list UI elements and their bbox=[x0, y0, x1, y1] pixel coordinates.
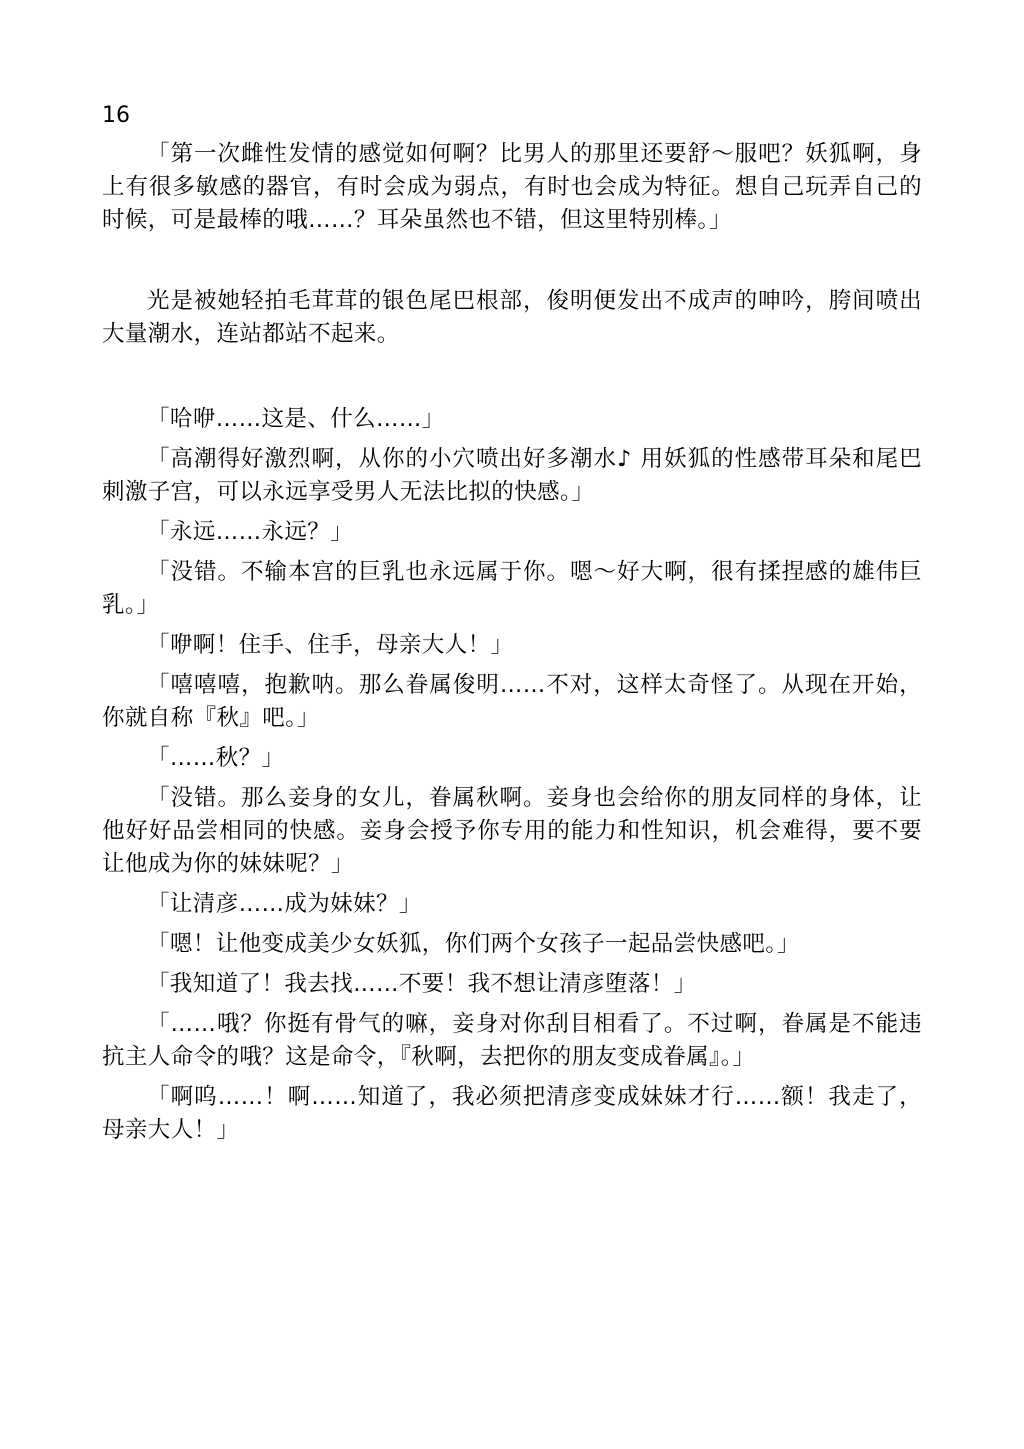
paragraph: 「没错。那么妾身的女儿，眷属秋啊。妾身也会给你的朋友同样的身体，让他好好品尝相同的快感。妾身会授予你专用的能力和性知识，机会难得，要不要让他成为你的妹妹呢？」 bbox=[102, 785, 922, 877]
page-number: 16 bbox=[102, 103, 130, 128]
paragraph: 「高潮得好激烈啊，从你的小穴喷出好多潮水♪ 用妖狐的性感带耳朵和尾巴刺激子宫，可以永远享受男人无法比拟的快感。」 bbox=[102, 446, 922, 505]
paragraph: 「没错。不输本宫的巨乳也永远属于你。嗯～好大啊，很有揉捏感的雄伟巨乳。」 bbox=[102, 559, 922, 618]
paragraph: 「嘻嘻嘻，抱歉呐。那么眷属俊明……不对，这样太奇怪了。从现在开始，你就自称『秋』吧。」 bbox=[102, 672, 922, 731]
paragraph: 「嗯！让他变成美少女妖狐，你们两个女孩子一起品尝快感吧。」 bbox=[147, 931, 800, 957]
paragraph: 「哈咿……这是、什么……」 bbox=[147, 406, 445, 432]
paragraph: 「第一次雌性发情的感觉如何啊？比男人的那里还要舒～服吧？妖狐啊，身上有很多敏感的器官，有时会成为弱点，有时也会成为特征。想自己玩弄自己的时候，可是最棒的哦……？耳朵虽然也不错，但这里特别棒。」 bbox=[102, 141, 922, 233]
paragraph: 「我知道了！我去找……不要！我不想让清彦堕落！」 bbox=[147, 971, 697, 997]
paragraph: 光是被她轻拍毛茸茸的银色尾巴根部，俊明便发出不成声的呻吟，胯间喷出大量潮水，连站都站不起来。 bbox=[102, 288, 922, 347]
paragraph: 「咿啊！住手、住手，母亲大人！」 bbox=[147, 632, 514, 658]
paragraph: 「让清彦……成为妹妹？」 bbox=[147, 891, 422, 917]
paragraph: 「啊呜……！啊……知道了，我必须把清彦变成妹妹才行……额！我走了，母亲大人！」 bbox=[102, 1084, 922, 1143]
document-page bbox=[102, 98, 922, 1154]
paragraph: 「……秋？」 bbox=[147, 745, 285, 771]
paragraph: 「……哦？你挺有骨气的嘛，妾身对你刮目相看了。不过啊，眷属是不能违抗主人命令的哦？这是命令，『秋啊，去把你的朋友变成眷属』。」 bbox=[102, 1011, 922, 1070]
paragraph: 「永远……永远？」 bbox=[147, 519, 354, 545]
